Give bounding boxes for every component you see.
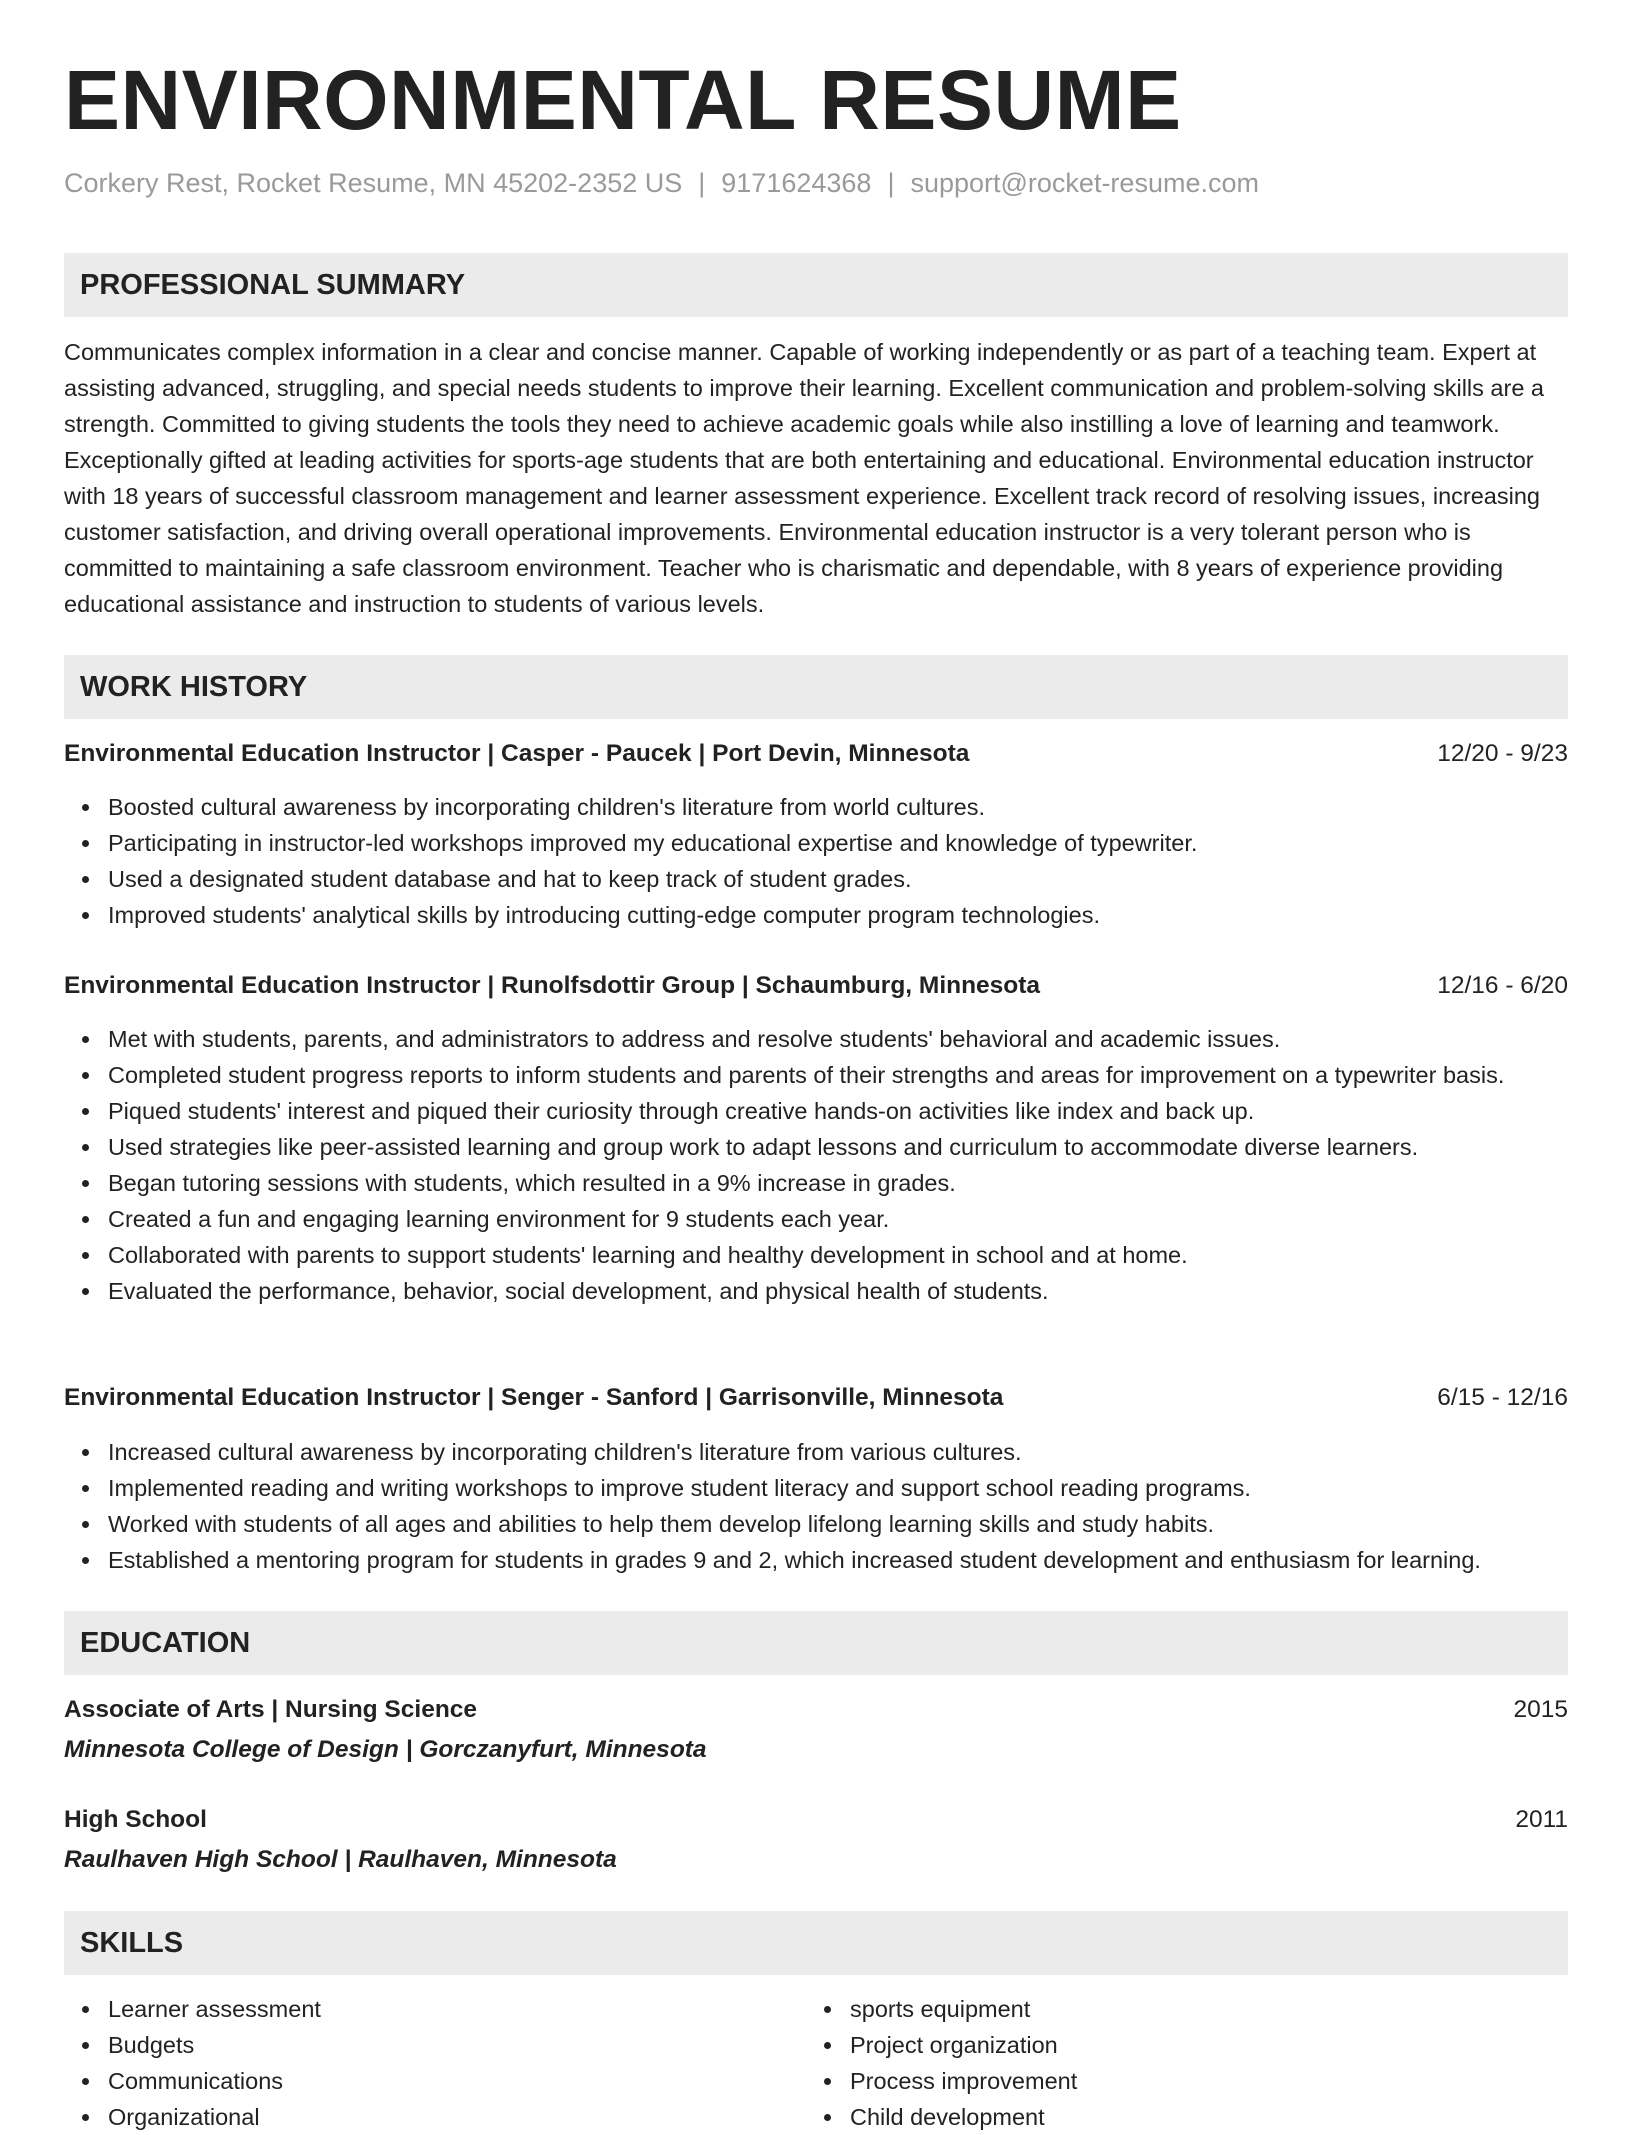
list-item: Implemented reading and writing workshops to improve student literacy and support school reading programs.: [108, 1470, 1568, 1506]
education-year: 2011: [1515, 1806, 1568, 1833]
section-title-summary: PROFESSIONAL SUMMARY: [80, 269, 466, 301]
job-dates: 6/15 - 12/16: [1437, 1384, 1568, 1411]
job-title-line: Environmental Education Instructor | Runolfsdottir Group | Schaumburg, Minnesota: [64, 972, 1041, 999]
job-dates: 12/16 - 6/20: [1437, 972, 1568, 999]
education-degree: High School: [64, 1806, 207, 1833]
skill-item: Communications: [108, 2063, 764, 2099]
skill-item: Budgets: [108, 2027, 764, 2063]
list-item: Increased cultural awareness by incorporating children's literature from various cultures.: [108, 1434, 1568, 1470]
contact-separator: |: [698, 168, 706, 198]
list-item: Established a mentoring program for students in grades 9 and 2, which increased student development and enthusiasm for learning.: [108, 1542, 1568, 1578]
skill-item: Project organization: [850, 2027, 1506, 2063]
list-item: Boosted cultural awareness by incorporating children's literature from world cultures.: [108, 789, 1568, 825]
job-title-line: Environmental Education Instructor | Senger - Sanford | Garrisonville, Minnesota: [64, 1384, 1004, 1411]
section-title-skills: SKILLS: [80, 1927, 184, 1959]
skills-list-left: [64, 1991, 764, 2135]
skill-item: Child development: [850, 2099, 1506, 2135]
job-dates: 12/20 - 9/23: [1437, 740, 1568, 767]
skill-item: sports equipment: [850, 1991, 1506, 2027]
contact-line: [64, 168, 1259, 199]
list-item: Evaluated the performance, behavior, social development, and physical health of students.: [108, 1273, 1568, 1309]
contact-email: support@rocket-resume.com: [910, 168, 1259, 198]
list-item: Improved students' analytical skills by introducing cutting-edge computer program technologies.: [108, 897, 1568, 933]
job-bullets: [64, 789, 1568, 933]
education-school: Raulhaven High School | Raulhaven, Minnesota: [64, 1846, 617, 1873]
resume-title: ENVIRONMENTAL RESUME: [64, 53, 1182, 147]
list-item: Worked with students of all ages and abilities to help them develop lifelong learning skills and study habits.: [108, 1506, 1568, 1542]
job-bullets: [64, 1434, 1568, 1578]
job-bullets: [64, 1021, 1568, 1309]
contact-separator: |: [887, 168, 895, 198]
list-item: Participating in instructor-led workshops improved my educational expertise and knowledge of typewriter.: [108, 825, 1568, 861]
list-item: Piqued students' interest and piqued their curiosity through creative hands-on activities like index and back up.: [108, 1093, 1568, 1129]
list-item: Met with students, parents, and administrators to address and resolve students' behavioral and academic issues.: [108, 1021, 1568, 1057]
summary-text: Communicates complex information in a clear and concise manner. Capable of working independently or as part of a teaching team. Expert at assisting advanced, struggling, and special needs students to improve their learning. Excellent communication and problem-solving skills are a strength. Committed to giving students the tools they need to achieve academic goals while also instilling a love of learning and teamwork. Exceptionally gifted at leading activities for sports-age students that are both entertaining and educational. Environmental education instructor with 18 years of successful classroom management and learner assessment experience. Excellent track record of resolving issues, increasing customer satisfaction, and driving overall operational improvements. Environmental education instructor is a very tolerant person who is committed to maintaining a safe classroom environment. Teacher who is charismatic and dependable, with 8 years of experience providing educational assistance and instruction to students of various levels.: [64, 339, 1544, 617]
list-item: Collaborated with parents to support students' learning and healthy development in school and at home.: [108, 1237, 1568, 1273]
list-item: Created a fun and engaging learning environment for 9 students each year.: [108, 1201, 1568, 1237]
section-header-skills: [64, 1911, 1568, 1975]
list-item: Used a designated student database and hat to keep track of student grades.: [108, 861, 1568, 897]
section-title-work: WORK HISTORY: [80, 671, 308, 703]
list-item: Completed student progress reports to inform students and parents of their strengths and areas for improvement on a typewriter basis.: [108, 1057, 1568, 1093]
job-title-line: Environmental Education Instructor | Casper - Paucek | Port Devin, Minnesota: [64, 740, 970, 767]
list-item: Began tutoring sessions with students, which resulted in a 9% increase in grades.: [108, 1165, 1568, 1201]
skill-item: Learner assessment: [108, 1991, 764, 2027]
list-item: Used strategies like peer-assisted learning and group work to adapt lessons and curriculum to accommodate diverse learners.: [108, 1129, 1568, 1165]
section-header-summary: [64, 253, 1568, 317]
education-school: Minnesota College of Design | Gorczanyfurt, Minnesota: [64, 1736, 707, 1763]
skill-item: Process improvement: [850, 2063, 1506, 2099]
contact-phone: 9171624368: [721, 168, 872, 198]
education-degree: Associate of Arts | Nursing Science: [64, 1696, 478, 1723]
skill-item: Organizational: [108, 2099, 764, 2135]
skills-list-right: [806, 1991, 1506, 2135]
section-header-work: [64, 655, 1568, 719]
education-year: 2015: [1513, 1696, 1568, 1723]
section-title-education: EDUCATION: [80, 1627, 251, 1659]
section-header-education: [64, 1611, 1568, 1675]
contact-address: Corkery Rest, Rocket Resume, MN 45202-2352 US: [64, 168, 683, 198]
